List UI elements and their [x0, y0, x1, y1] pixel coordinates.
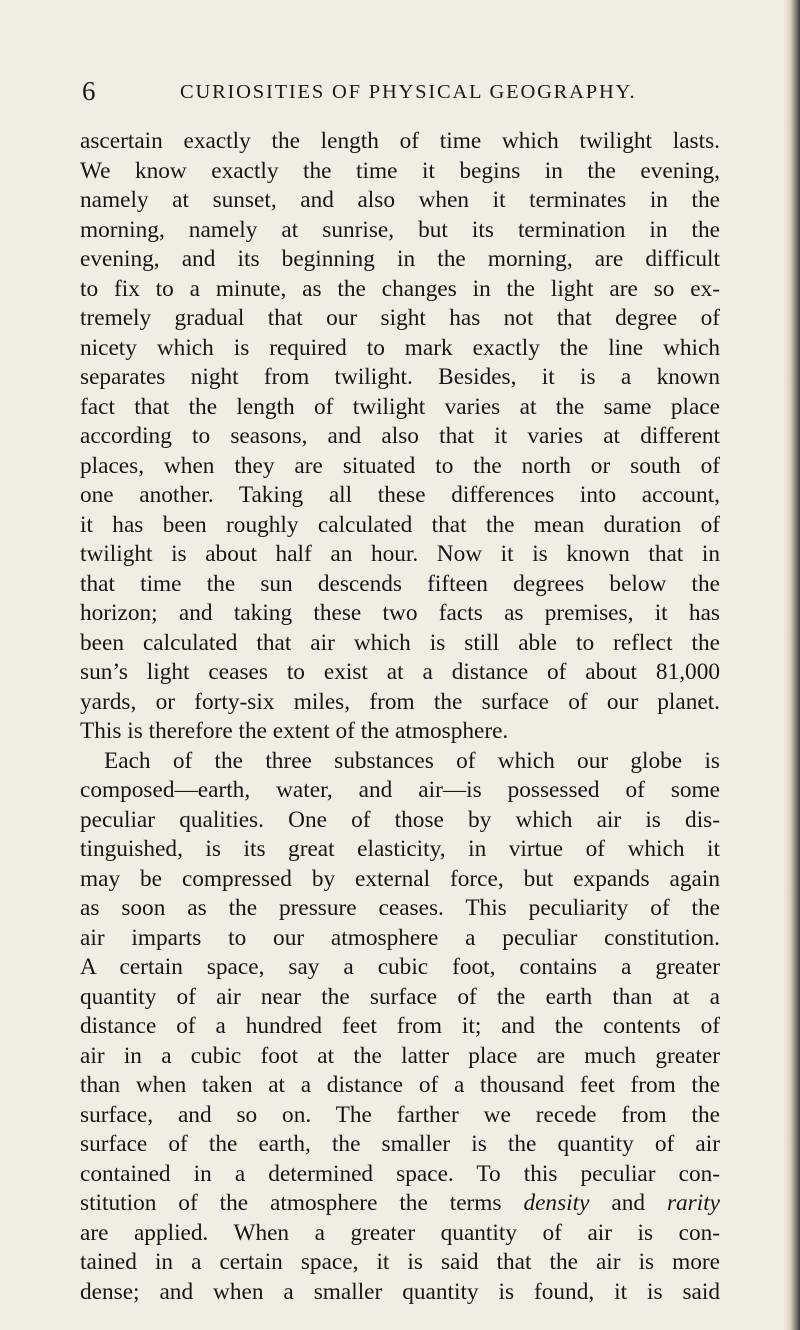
text-line: namely at sunset, and also when it terminates in the [80, 187, 720, 213]
text-line: surface, and so on. The farther we recede from the [80, 1101, 720, 1128]
text-line: been calculated that air which is still able to reflect the [80, 629, 720, 656]
text-line: We know exactly the time it begins in the evening, [80, 157, 720, 184]
text-line: nicety which is required to mark exactly the line which [80, 334, 720, 361]
text-line: one another. Taking all these differences into account, [80, 482, 720, 508]
italic-term-rarity: rarity [666, 1190, 720, 1216]
text-line: it has been roughly calculated that the mean duration of [80, 511, 720, 538]
text-segment: stitution of the atmosphere the terms [80, 1190, 502, 1216]
text-line: evening, and its beginning in the morning, are difficult [80, 246, 720, 272]
text-line: peculiar qualities. One of those by which air is dis- [80, 806, 720, 833]
text-line: air in a cubic foot at the latter place are much greater [80, 1042, 720, 1069]
text-line: surface of the earth, the smaller is the quantity of air [80, 1131, 720, 1157]
text-line: This is therefore the extent of the atmosphere. [80, 718, 509, 744]
text-line: that time the sun descends fifteen degrees below the [80, 570, 720, 597]
text-line: sun’s light ceases to exist at a distance of about 81,000 [80, 659, 720, 685]
body-text [80, 127, 720, 1307]
page-edge [784, 0, 800, 1330]
text-line: ascertain exactly the length of time which twilight lasts. [80, 128, 720, 154]
text-line: twilight is about half an hour. Now it is known that in [80, 541, 720, 567]
text-line: may be compressed by external force, but expands again [80, 865, 720, 892]
text-line: tained in a certain space, it is said that the air is more [80, 1249, 720, 1275]
text-line [80, 1189, 720, 1219]
text-line: places, when they are situated to the north or south of [80, 452, 720, 479]
text-line: separates night from twilight. Besides, it is a known [80, 364, 720, 390]
text-line: distance of a hundred feet from it; and the contents of [80, 1013, 720, 1039]
text-line: horizon; and taking these two facts as premises, it has [80, 600, 720, 626]
text-line: to fix to a minute, as the changes in the light are so ex- [80, 275, 720, 302]
text-line: than when taken at a distance of a thousand feet from the [80, 1072, 720, 1098]
text-line: quantity of air near the surface of the earth than at a [80, 983, 720, 1010]
page-header [82, 76, 702, 106]
text-line: yards, or forty-six miles, from the surface of our planet. [80, 688, 720, 715]
text-line: composed—earth, water, and air—is possessed of some [80, 777, 720, 803]
text-line: dense; and when a smaller quantity is found, it is said [80, 1278, 720, 1305]
text-line: tinguished, is its great elasticity, in virtue of which it [80, 836, 720, 862]
text-line: tremely gradual that our sight has not that degree of [80, 305, 720, 331]
page-number: 6 [82, 76, 96, 106]
text-line: Each of the three substances of which our globe is [104, 747, 720, 774]
text-line: morning, namely at sunrise, but its termination in the [80, 216, 720, 243]
text-line: contained in a determined space. To this peculiar con- [80, 1160, 720, 1187]
text-line: are applied. When a greater quantity of air is con- [80, 1219, 720, 1246]
text-line: as soon as the pressure ceases. This peculiarity of the [80, 895, 720, 921]
text-line: air imparts to our atmosphere a peculiar constitution. [80, 924, 720, 951]
text-line: A certain space, say a cubic foot, contains a greater [80, 954, 720, 980]
text-line: according to seasons, and also that it varies at different [80, 423, 720, 449]
running-head: CURIOSITIES OF PHYSICAL GEOGRAPHY. [180, 81, 637, 103]
text-line: fact that the length of twilight varies at the same place [80, 393, 720, 420]
italic-term-density: density [523, 1190, 590, 1216]
text-segment: and [611, 1190, 646, 1216]
